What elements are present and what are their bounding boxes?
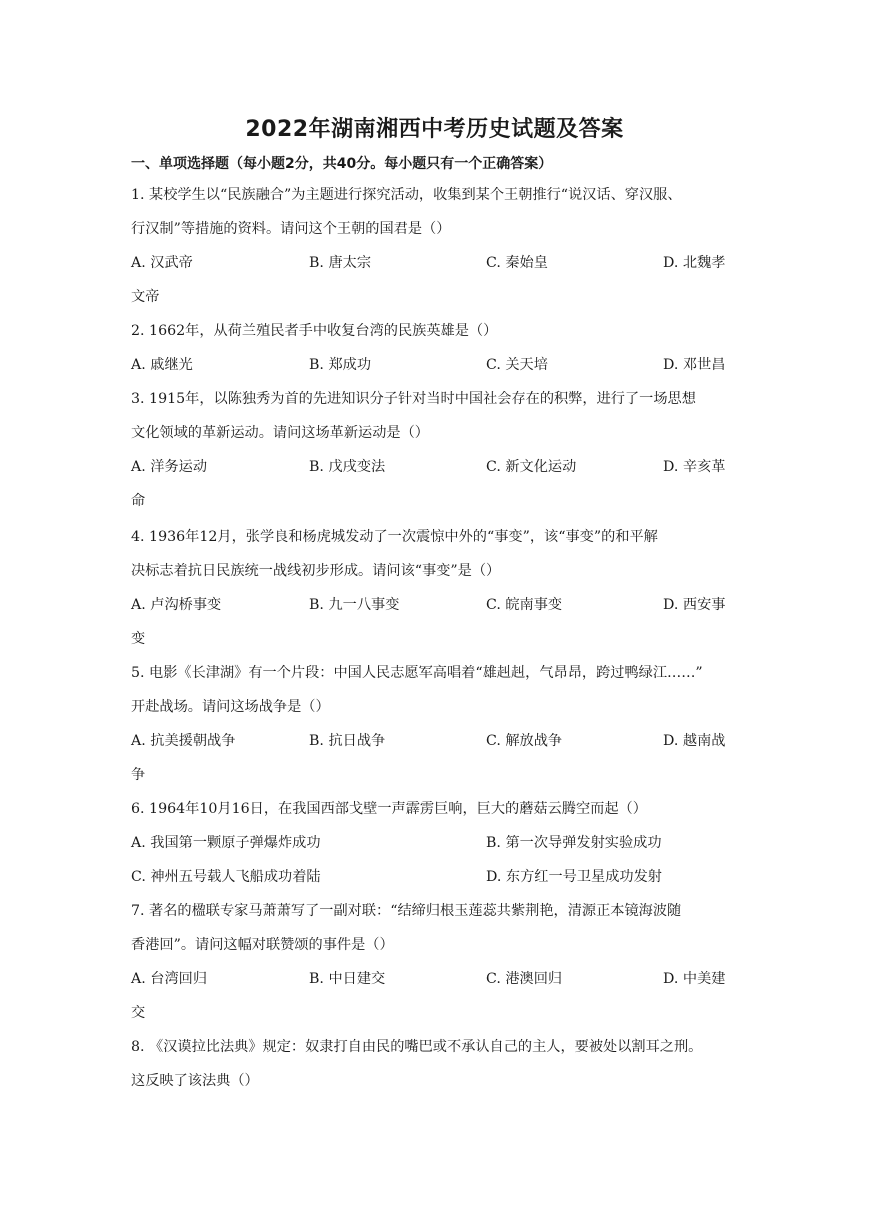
option-d: D. 东方红一号卫星成功发射: [486, 869, 662, 885]
question-6-line-1: 6. 1964年10月16日，在我国西部戈壁一声霹雳巨响，巨大的蘑菇云腾空而起（）: [131, 801, 647, 817]
option-d: D. 越南战: [663, 733, 726, 749]
question-7-options: [131, 970, 741, 988]
question-3-option-wrap: 命: [131, 493, 146, 509]
option-d: D. 邓世昌: [663, 357, 726, 373]
question-4-option-wrap: 变: [131, 631, 146, 647]
option-b: B. 第一次导弹发射实验成功: [486, 835, 662, 851]
question-8-line-1: 8. 《汉谟拉比法典》规定：奴隶打自由民的嘴巴或不承认自己的主人，要被处以割耳之刑。: [131, 1039, 703, 1055]
question-3-line-2: 文化领域的革新运动。请问这场革新运动是（）: [131, 425, 429, 441]
question-5-options: [131, 732, 741, 750]
question-3-options: [131, 458, 741, 476]
option-c: C. 皖南事变: [486, 597, 563, 613]
option-a: A. 汉武帝: [131, 255, 193, 271]
option-c: C. 关天培: [486, 357, 548, 373]
question-1-line-2: 行汉制”等措施的资料。请问这个王朝的国君是（）: [131, 221, 451, 237]
question-2-options: [131, 356, 741, 374]
option-c: C. 神州五号载人飞船成功着陆: [131, 869, 321, 885]
option-b: B. 郑成功: [309, 357, 372, 373]
option-b: B. 九一八事变: [309, 597, 400, 613]
question-3-line-1: 3. 1915年，以陈独秀为首的先进知识分子针对当时中国社会存在的积弊，进行了一场思想: [131, 391, 696, 407]
question-2-line-1: 2. 1662年，从荷兰殖民者手中收复台湾的民族英雄是（）: [131, 323, 498, 339]
question-4-line-2: 决标志着抗日民族统一战线初步形成。请问该“事变”是（）: [131, 563, 501, 579]
section-heading: 一、单项选择题（每小题2分，共40分。每小题只有一个正确答案）: [131, 156, 553, 172]
question-4-options: [131, 596, 741, 614]
option-b: B. 唐太宗: [309, 255, 372, 271]
question-6-options-row-1: [131, 834, 741, 852]
question-7-option-wrap: 交: [131, 1005, 146, 1021]
option-c: C. 秦始皇: [486, 255, 548, 271]
question-1-option-wrap: 文帝: [131, 289, 160, 305]
option-c: C. 解放战争: [486, 733, 563, 749]
option-a: A. 洋务运动: [131, 459, 208, 475]
question-5-option-wrap: 争: [131, 767, 146, 783]
question-4-line-1: 4. 1936年12月，张学良和杨虎城发动了一次震惊中外的“事变”，该“事变”的和平解: [131, 529, 658, 545]
option-c: C. 新文化运动: [486, 459, 577, 475]
option-d: D. 西安事: [663, 597, 726, 613]
question-7-line-1: 7. 著名的楹联专家马萧萧写了一副对联：“结缔归根玉莲蕊共紫荆艳，清源正本镜海波随: [131, 903, 682, 919]
option-a: A. 戚继光: [131, 357, 193, 373]
question-5-line-2: 开赴战场。请问这场战争是（）: [131, 699, 330, 715]
option-a: A. 卢沟桥事变: [131, 597, 222, 613]
option-d: D. 辛亥革: [663, 459, 726, 475]
question-1-options: [131, 254, 741, 272]
question-7-line-2: 香港回”。请问这幅对联赞颂的事件是（）: [131, 937, 394, 953]
option-d: D. 中美建: [663, 971, 726, 987]
question-8-line-2: 这反映了该法典（）: [131, 1073, 259, 1089]
question-5-line-1: 5. 电影《长津湖》有一个片段：中国人民志愿军高唱着“雄赳赳，气昂昂，跨过鸭绿江……”: [131, 665, 703, 681]
option-b: B. 中日建交: [309, 971, 386, 987]
option-a: A. 我国第一颗原子弹爆炸成功: [131, 835, 321, 851]
option-a: A. 抗美援朝战争: [131, 733, 236, 749]
option-c: C. 港澳回归: [486, 971, 563, 987]
option-a: A. 台湾回归: [131, 971, 208, 987]
option-d: D. 北魏孝: [663, 255, 726, 271]
option-b: B. 抗日战争: [309, 733, 386, 749]
option-b: B. 戊戌变法: [309, 459, 386, 475]
document-title: 2022年湖南湘西中考历史试题及答案: [245, 117, 624, 142]
question-1-line-1: 1. 某校学生以“民族融合”为主题进行探究活动，收集到某个王朝推行“说汉话、穿汉服、: [131, 187, 682, 203]
question-6-options-row-2: [131, 868, 741, 886]
